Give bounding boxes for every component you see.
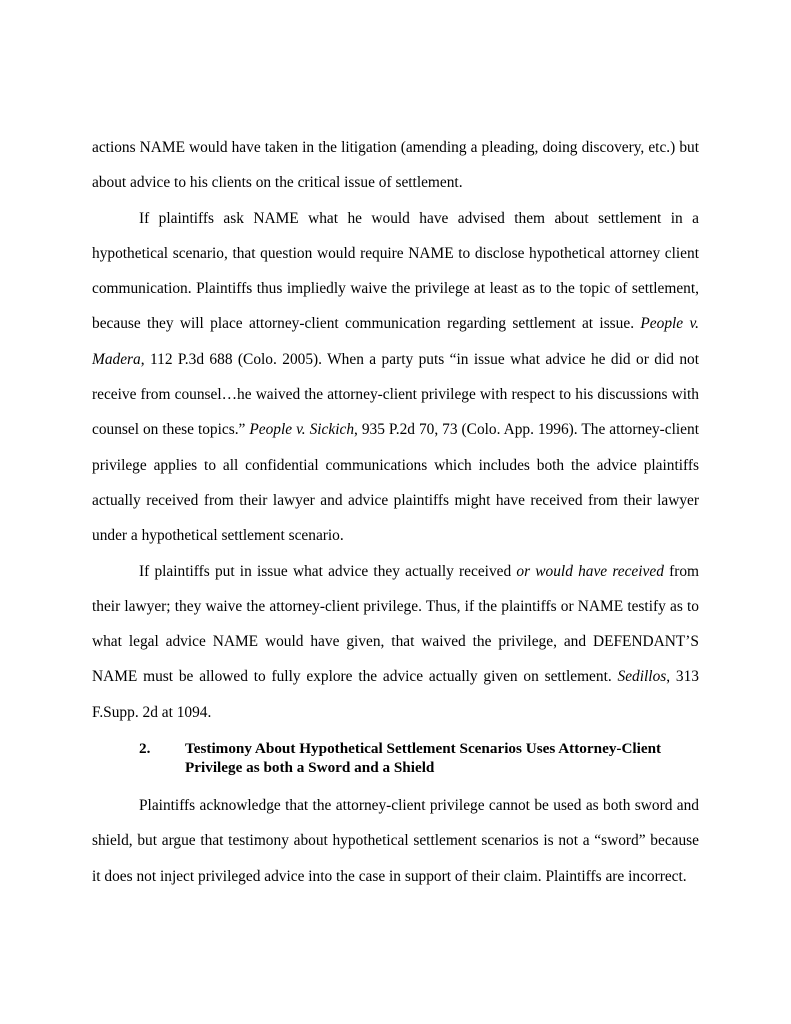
text-run: If plaintiffs put in issue what advice they actually received (139, 562, 517, 580)
case-citation: Sedillos (617, 668, 667, 686)
document-body (92, 130, 699, 894)
case-citation: People v. Madera (92, 315, 699, 368)
paragraph-sword-shield: Plaintiffs acknowledge that the attorney-client privilege cannot be used as both sword and shield, but argue that testimony about hypothetical settlement scenarios is not a “sword” because it does not inject privileged advice into the case in support of their claim. Plaintiffs are incorrect. (92, 797, 699, 885)
paragraph-hypothetical-advice (92, 201, 699, 554)
paragraph-waiver (92, 554, 699, 730)
section-heading (92, 740, 699, 777)
text-run: from their lawyer; they waive the attorney-client privilege. Thus, if the plaintiffs or NAME testify as to what legal advice NAME would have given, that waived the privilege, and DEFENDANT’S NAME must be allowed to fully explore the advice actually given on settlement. (92, 562, 700, 686)
text-run: , 112 P.3d 688 (Colo. 2005). When a party puts “in issue what advice he did or did not receive from counsel…he waived the attorney-client privilege with respect to his discussions with counsel on these topics.” (92, 350, 699, 439)
case-citation: or would have received (516, 562, 664, 580)
text-run: , 935 P.2d 70, 73 (Colo. App. 1996). The attorney-client privilege applies to all confidential communications which includes both the advice plaintiffs actually received from their lawyer and advice plaintiffs might have received from their lawyer under a hypothetical settlement scenario. (92, 421, 699, 545)
text-run: , 313 F.Supp. 2d at 1094. (92, 668, 700, 721)
paragraph-continuation (92, 130, 699, 201)
section-number: 2. (139, 740, 151, 758)
text-run: actions NAME would have taken in the litigation (amending a pleading, doing discovery, etc.) but about advice to his clients on the critical issue of settlement. (92, 139, 699, 192)
section-title: Testimony About Hypothetical Settlement Scenarios Uses Attorney-Client Privilege as both a Sword and a Shield (185, 740, 662, 776)
case-citation: People v. Sickich (249, 421, 355, 439)
text-run: If plaintiffs ask NAME what he would have advised them about settlement in a hypothetical scenario, that question would require NAME to disclose hypothetical attorney client communication. Plaintiffs thus impliedly waive the privilege at least as to the topic of settlement, because they will place attorney-client communication regarding settlement at issue. (92, 209, 699, 333)
